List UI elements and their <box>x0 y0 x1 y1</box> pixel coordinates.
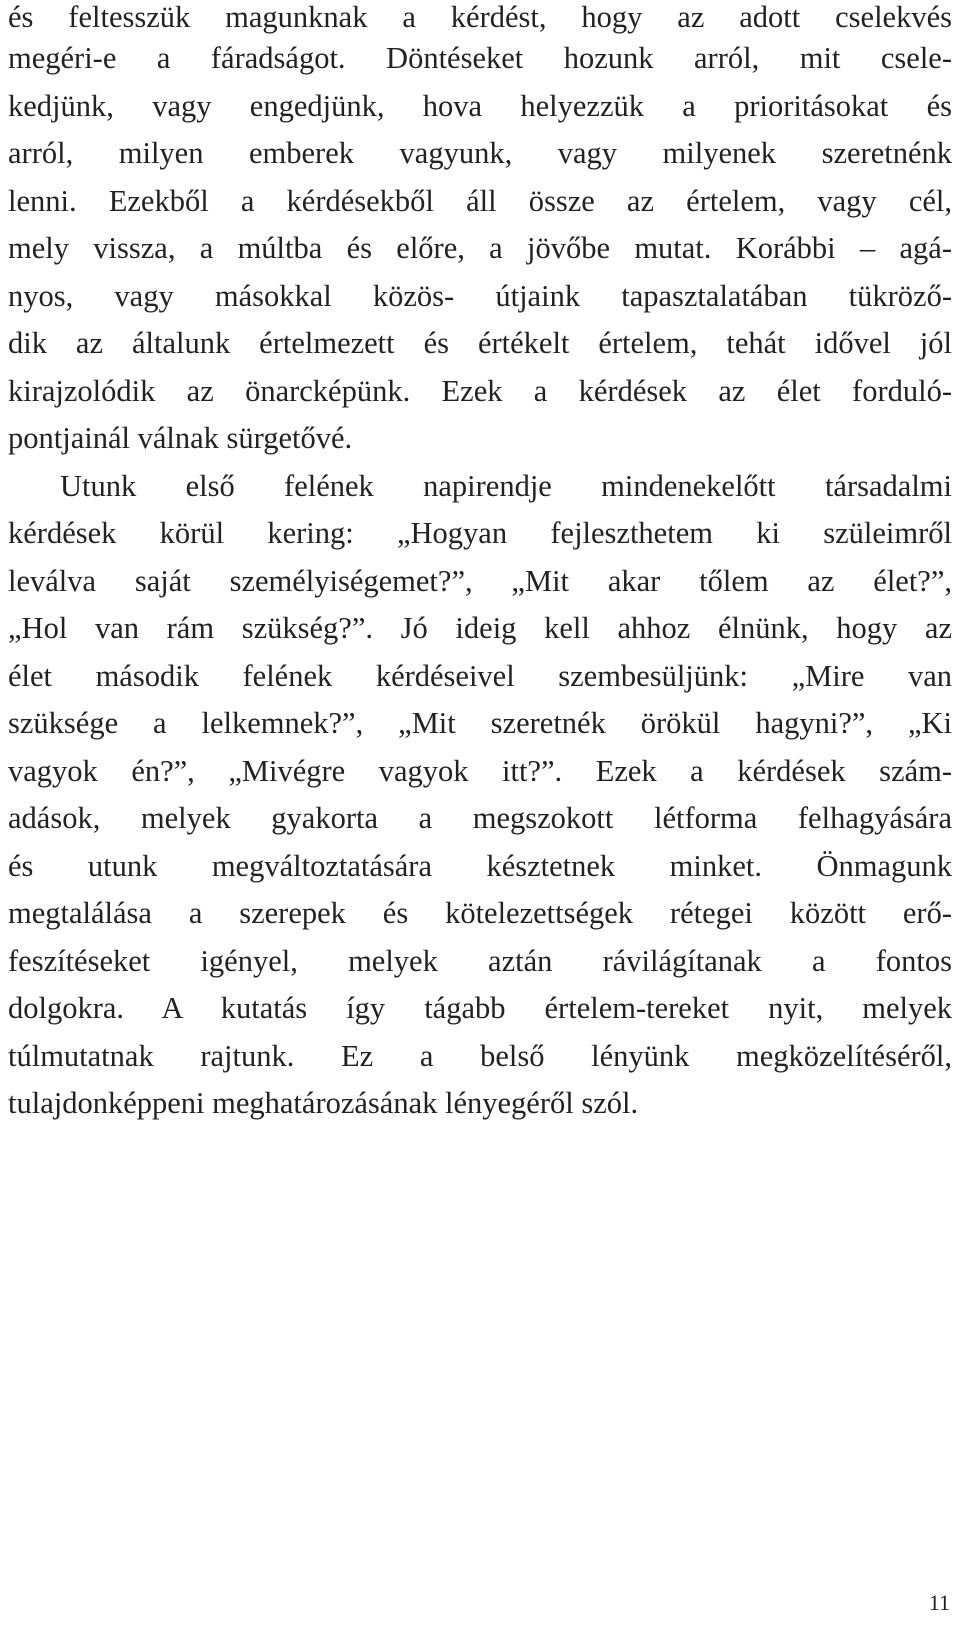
text-line: dik az általunk értelmezett és értékelt értelem, tehát idővel jól <box>8 326 952 360</box>
text-line: megtalálása a szerepek és kötelezettségek rétegei között erő- <box>8 896 952 930</box>
text-line: nyos, vagy másokkal közös- útjaink tapasztalatában tükröző- <box>8 278 952 313</box>
text-line: szüksége a lelkemnek?”, „Mit szeretnék örökül hagyni?”, „Ki <box>8 706 952 740</box>
document-page <box>8 0 952 1133</box>
text-line: megéri-e a fáradságot. Döntéseket hozunk arról, mit csele- <box>8 41 952 75</box>
text-line: pontjainál válnak sürgetővé. <box>8 421 353 455</box>
text-line: „Hol van rám szükség?”. Jó ideig kell ahhoz élnünk, hogy az <box>8 611 952 645</box>
page-number: 11 <box>928 1590 950 1615</box>
text-line: kérdések körül kering: „Hogyan fejleszthetem ki szüleimről <box>8 516 952 550</box>
text-line: és utunk megváltoztatására késztetnek minket. Önmagunk <box>8 848 952 883</box>
text-line: túlmutatnak rajtunk. Ez a belső lényünk megközelítéséről, <box>8 1038 952 1073</box>
text-line: feszítéseket igényel, melyek aztán rávilágítanak a fontos <box>8 943 952 978</box>
text-line: vagyok én?”, „Mivégre vagyok itt?”. Ezek a kérdések szám- <box>8 753 952 788</box>
text-line: kirajzolódik az önarcképünk. Ezek a kérdések az élet forduló- <box>8 373 952 408</box>
paragraph-1 <box>8 0 952 468</box>
text-line: mely vissza, a múltba és előre, a jövőbe mutat. Korábbi – agá- <box>8 231 952 265</box>
text-line: arról, milyen emberek vagyunk, vagy milyenek szeretnénk <box>8 136 952 170</box>
text-line: és feltesszük magunknak a kérdést, hogy az adott cselekvés <box>8 0 952 34</box>
text-line: lenni. Ezekből a kérdésekből áll össze az értelem, vagy cél, <box>8 183 952 218</box>
paragraph-2 <box>8 468 952 1133</box>
text-line: Utunk első felének napirendje mindenekelőtt társadalmi <box>60 468 952 503</box>
text-line: kedjünk, vagy engedjünk, hova helyezzük a prioritásokat és <box>8 88 952 123</box>
text-line: dolgokra. A kutatás így tágabb értelem-tereket nyit, melyek <box>8 991 952 1025</box>
text-line: adások, melyek gyakorta a megszokott létforma felhagyására <box>8 801 952 835</box>
text-line: leválva saját személyiségemet?”, „Mit akar tőlem az élet?”, <box>8 563 952 598</box>
text-line: élet második felének kérdéseivel szembesüljünk: „Mire van <box>8 658 952 693</box>
text-line: tulajdonképpeni meghatározásának lényegéről szól. <box>8 1086 639 1120</box>
